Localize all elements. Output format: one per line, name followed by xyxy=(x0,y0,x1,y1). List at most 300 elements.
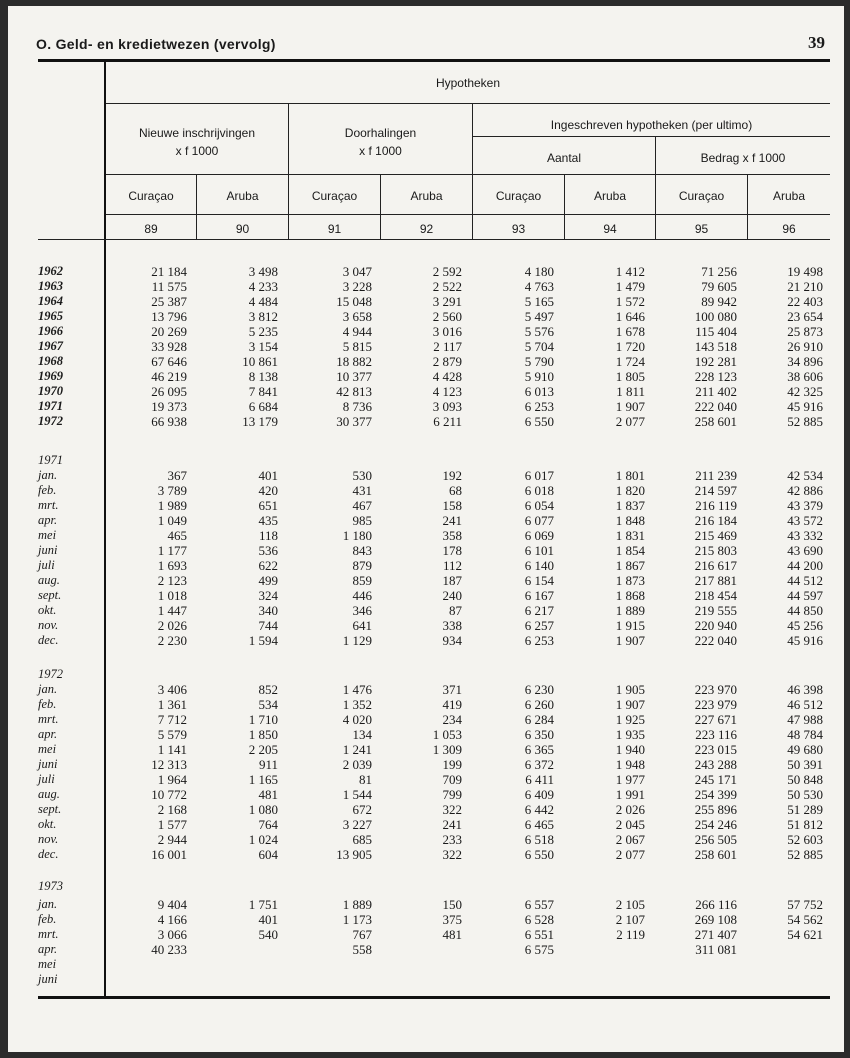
table-cell: 234 xyxy=(442,712,462,727)
table-cell: 420 xyxy=(258,483,278,498)
table-cell: 6 069 xyxy=(524,528,554,543)
table-cell: 42 813 xyxy=(336,384,372,399)
table-cell: 2 879 xyxy=(432,354,462,369)
row-label: 1962 xyxy=(38,264,63,278)
header-aantal: Aantal xyxy=(546,151,582,165)
column-93 xyxy=(468,264,554,429)
table-cell: 530 xyxy=(352,468,372,483)
row-label: mrt. xyxy=(38,498,59,512)
table-cell: 23 654 xyxy=(787,309,823,324)
year-labels xyxy=(38,264,98,429)
table-cell: 50 391 xyxy=(787,757,823,772)
table-cell: 6 217 xyxy=(524,603,554,618)
column-90-1972 xyxy=(192,682,278,862)
col-number: 93 xyxy=(511,222,526,236)
table-cell: 15 048 xyxy=(336,294,372,309)
table-cell: 1 751 xyxy=(248,897,278,912)
table-cell: 1 476 xyxy=(342,682,372,697)
table-cell: 47 988 xyxy=(787,712,823,727)
table-cell xyxy=(192,972,278,987)
table-cell: 216 119 xyxy=(695,498,737,513)
table-cell: 45 256 xyxy=(787,618,823,633)
table-cell: 223 116 xyxy=(695,727,737,742)
table-cell: 1 577 xyxy=(157,817,187,832)
table-cell: 52 603 xyxy=(787,832,823,847)
table-cell: 1 820 xyxy=(615,483,645,498)
table-cell: 1 141 xyxy=(157,742,187,757)
table-cell: 26 095 xyxy=(151,384,187,399)
table-cell: 911 xyxy=(258,757,278,772)
row-label: mrt. xyxy=(38,712,59,726)
subheader-aruba: Aruba xyxy=(772,189,806,203)
row-label: mei xyxy=(38,957,57,971)
table-cell: 401 xyxy=(258,468,278,483)
table-cell: 34 896 xyxy=(787,354,823,369)
table-cell: 43 379 xyxy=(787,498,823,513)
table-cell: 322 xyxy=(442,802,462,817)
table-cell xyxy=(737,942,823,957)
row-label: mei xyxy=(38,742,57,756)
table-cell xyxy=(286,972,372,987)
table-cell: 1 801 xyxy=(615,468,645,483)
table-cell: 2 944 xyxy=(157,832,187,847)
table-cell: 81 xyxy=(359,772,372,787)
table-cell: 1 805 xyxy=(615,369,645,384)
table-cell: 6 550 xyxy=(524,847,554,862)
table-cell: 256 505 xyxy=(694,832,737,847)
row-label: apr. xyxy=(38,727,58,741)
table-cell: 6 575 xyxy=(524,942,554,957)
row-label: juni xyxy=(38,543,58,557)
column-91-1971 xyxy=(286,468,372,648)
table-cell: 481 xyxy=(442,927,462,942)
table-cell: 243 288 xyxy=(694,757,737,772)
bottom-rule xyxy=(38,996,830,999)
table-cell: 44 850 xyxy=(787,603,823,618)
table-cell: 1 907 xyxy=(615,697,645,712)
table-cell: 767 xyxy=(352,927,372,942)
table-cell: 1 889 xyxy=(615,603,645,618)
table-cell: 227 671 xyxy=(694,712,737,727)
table-cell: 6 140 xyxy=(524,558,554,573)
table-cell: 6 211 xyxy=(433,414,462,429)
table-cell: 6 465 xyxy=(524,817,554,832)
row-label: 1965 xyxy=(38,309,63,323)
table-cell: 143 518 xyxy=(694,339,737,354)
table-cell: 57 752 xyxy=(787,897,823,912)
column-95-1972 xyxy=(651,682,737,862)
table-cell: 8 138 xyxy=(248,369,278,384)
table-cell: 26 910 xyxy=(787,339,823,354)
column-93-1973 xyxy=(468,897,554,987)
table-cell: 222 040 xyxy=(694,399,737,414)
table-cell: 1 447 xyxy=(157,603,187,618)
table-cell: 1 831 xyxy=(615,528,645,543)
table-cell: 764 xyxy=(258,817,278,832)
table-cell: 5 790 xyxy=(524,354,554,369)
subheader-curacao: Curaçao xyxy=(128,189,174,203)
table-cell: 21 184 xyxy=(151,264,187,279)
table-cell: 52 885 xyxy=(787,847,823,862)
table-cell: 2 119 xyxy=(616,927,645,942)
table-cell: 419 xyxy=(442,697,462,712)
table-cell xyxy=(651,957,737,972)
row-label: okt. xyxy=(38,817,57,831)
table-cell: 6 167 xyxy=(524,588,554,603)
subheader-curacao: Curaçao xyxy=(311,189,358,203)
table-cell: 199 xyxy=(442,757,462,772)
column-89-1972 xyxy=(101,682,187,862)
table-cell: 2 045 xyxy=(615,817,645,832)
table-cell: 258 601 xyxy=(694,414,737,429)
column-96-1971 xyxy=(737,468,823,648)
column-89-1971 xyxy=(101,468,187,648)
row-label: 1969 xyxy=(38,369,63,383)
table-cell: 50 848 xyxy=(787,772,823,787)
column-91-1973 xyxy=(286,897,372,987)
table-cell: 2 077 xyxy=(615,847,645,862)
table-cell: 25 387 xyxy=(151,294,187,309)
column-92-1972 xyxy=(376,682,462,862)
table-cell: 187 xyxy=(442,573,462,588)
table-cell: 241 xyxy=(442,513,462,528)
table-cell: 19 373 xyxy=(151,399,187,414)
table-cell: 375 xyxy=(442,912,462,927)
table-cell: 744 xyxy=(258,618,278,633)
table-cell: 2 205 xyxy=(248,742,278,757)
table-cell: 1 991 xyxy=(615,787,645,802)
table-cell: 46 398 xyxy=(787,682,823,697)
col-number: 90 xyxy=(235,222,250,236)
table-cell xyxy=(376,957,462,972)
table-cell: 5 579 xyxy=(157,727,187,742)
row-label: jan. xyxy=(38,897,58,911)
column-90-1971 xyxy=(192,468,278,648)
table-cell: 100 080 xyxy=(694,309,737,324)
table-cell: 879 xyxy=(352,558,372,573)
table-cell: 1 479 xyxy=(615,279,645,294)
table-cell: 233 xyxy=(442,832,462,847)
table-cell: 3 093 xyxy=(432,399,462,414)
column-94 xyxy=(559,264,645,429)
table-cell: 68 xyxy=(449,483,462,498)
table-cell: 6 253 xyxy=(524,633,554,648)
table-cell: 3 498 xyxy=(248,264,278,279)
table-cell: 622 xyxy=(258,558,278,573)
table-cell xyxy=(559,972,645,987)
table-cell xyxy=(468,972,554,987)
col-number: 89 xyxy=(144,222,158,236)
table-cell: 254 246 xyxy=(694,817,737,832)
row-label: 1964 xyxy=(38,294,63,308)
row-label: feb. xyxy=(38,912,57,926)
table-cell: 20 269 xyxy=(151,324,187,339)
table-cell xyxy=(101,972,187,987)
table-cell: 6 013 xyxy=(524,384,554,399)
row-label: 1970 xyxy=(38,384,63,398)
table-cell: 6 101 xyxy=(524,543,554,558)
column-89 xyxy=(101,264,187,429)
subheader-aruba: Aruba xyxy=(410,189,443,203)
col-number: 92 xyxy=(419,222,434,236)
table-cell: 150 xyxy=(442,897,462,912)
table-cell: 1 850 xyxy=(248,727,278,742)
header-ingeschreven: Ingeschreven hypotheken (per ultimo) xyxy=(550,118,753,132)
table-cell: 3 066 xyxy=(157,927,187,942)
table-cell: 2 168 xyxy=(157,802,187,817)
table-cell: 1 129 xyxy=(342,633,372,648)
month-labels-1972 xyxy=(38,682,98,862)
table-cell: 89 942 xyxy=(701,294,737,309)
table-cell: 371 xyxy=(442,682,462,697)
table-cell: 985 xyxy=(352,513,372,528)
table-cell: 6 528 xyxy=(524,912,554,927)
table-cell: 13 796 xyxy=(151,309,187,324)
table-cell: 241 xyxy=(442,817,462,832)
header-doorhalingen: Doorhalingen xyxy=(344,126,417,140)
table-cell: 30 377 xyxy=(336,414,372,429)
table-cell: 6 260 xyxy=(524,697,554,712)
table-cell: 118 xyxy=(258,528,278,543)
table-cell xyxy=(651,972,737,987)
table-cell: 465 xyxy=(167,528,187,543)
table-cell: 44 512 xyxy=(787,573,823,588)
table-cell: 843 xyxy=(352,543,372,558)
table-cell: 3 789 xyxy=(157,483,187,498)
table-cell: 6 350 xyxy=(524,727,554,742)
table-cell: 222 040 xyxy=(694,633,737,648)
column-90 xyxy=(192,264,278,429)
row-label: dec. xyxy=(38,847,59,861)
table-cell: 1 867 xyxy=(615,558,645,573)
table-cell: 5 497 xyxy=(524,309,554,324)
table-cell: 25 873 xyxy=(787,324,823,339)
table-cell: 192 281 xyxy=(694,354,737,369)
column-95-1971 xyxy=(651,468,737,648)
table-cell: 51 812 xyxy=(787,817,823,832)
header-bedrag: Bedrag x f 1000 xyxy=(700,151,786,165)
table-cell: 13 179 xyxy=(242,414,278,429)
table-cell: 7 841 xyxy=(248,384,278,399)
table-cell: 43 572 xyxy=(787,513,823,528)
column-93-1972 xyxy=(468,682,554,862)
row-label: aug. xyxy=(38,787,60,801)
column-92 xyxy=(376,264,462,429)
table-cell: 6 550 xyxy=(524,414,554,429)
column-95 xyxy=(651,264,737,429)
table-cell: 1 572 xyxy=(615,294,645,309)
table-cell: 19 498 xyxy=(787,264,823,279)
table-cell: 1 720 xyxy=(615,339,645,354)
table-cell: 46 512 xyxy=(787,697,823,712)
row-label: okt. xyxy=(38,603,57,617)
table-cell: 367 xyxy=(167,468,187,483)
table-cell: 33 928 xyxy=(151,339,187,354)
row-label: nov. xyxy=(38,832,59,846)
table-cell xyxy=(286,957,372,972)
table-cell: 799 xyxy=(442,787,462,802)
table-cell: 2 230 xyxy=(157,633,187,648)
column-89-1973 xyxy=(101,897,187,987)
table-cell: 71 256 xyxy=(701,264,737,279)
table-cell: 115 404 xyxy=(695,324,737,339)
table-cell: 2 067 xyxy=(615,832,645,847)
table-cell: 934 xyxy=(442,633,462,648)
row-label: jan. xyxy=(38,682,58,696)
table-cell: 2 039 xyxy=(342,757,372,772)
table-cell: 1 940 xyxy=(615,742,645,757)
table-cell: 214 597 xyxy=(694,483,737,498)
table-cell: 42 886 xyxy=(787,483,823,498)
table-cell: 536 xyxy=(258,543,278,558)
table-cell: 21 210 xyxy=(787,279,823,294)
table-cell: 50 530 xyxy=(787,787,823,802)
table-cell xyxy=(737,972,823,987)
table-cell: 87 xyxy=(449,603,462,618)
table-cell: 1 173 xyxy=(342,912,372,927)
table-cell: 6 557 xyxy=(524,897,554,912)
table-cell: 1 309 xyxy=(432,742,462,757)
table-cell: 1 854 xyxy=(615,543,645,558)
table-cell: 1 693 xyxy=(157,558,187,573)
table-cell: 22 403 xyxy=(787,294,823,309)
table-cell: 6 054 xyxy=(524,498,554,513)
table-cell: 358 xyxy=(442,528,462,543)
table-cell: 218 454 xyxy=(694,588,737,603)
table-cell: 1 977 xyxy=(615,772,645,787)
row-label: nov. xyxy=(38,618,59,632)
table-cell: 322 xyxy=(442,847,462,862)
table-cell: 9 404 xyxy=(157,897,187,912)
table-cell: 2 117 xyxy=(433,339,462,354)
table-cell: 401 xyxy=(258,912,278,927)
row-label: 1968 xyxy=(38,354,63,368)
table-cell: 1 925 xyxy=(615,712,645,727)
table-cell xyxy=(559,957,645,972)
table-cell: 431 xyxy=(352,483,372,498)
table-cell: 1 412 xyxy=(615,264,645,279)
table-cell: 2 123 xyxy=(157,573,187,588)
table-cell: 13 905 xyxy=(336,847,372,862)
table-cell: 178 xyxy=(442,543,462,558)
table-cell: 3 812 xyxy=(248,309,278,324)
table-cell: 1 848 xyxy=(615,513,645,528)
row-label: feb. xyxy=(38,697,57,711)
table-cell: 1 352 xyxy=(342,697,372,712)
column-92-1971 xyxy=(376,468,462,648)
document-page xyxy=(8,6,844,1052)
table-cell: 338 xyxy=(442,618,462,633)
column-93-1971 xyxy=(468,468,554,648)
table-cell: 42 534 xyxy=(787,468,823,483)
table-cell: 4 233 xyxy=(248,279,278,294)
table-cell: 1 053 xyxy=(432,727,462,742)
table-cell xyxy=(559,942,645,957)
table-cell: 1 837 xyxy=(615,498,645,513)
header-doorhalingen-unit: x f 1000 xyxy=(359,144,402,158)
table-cell: 1 868 xyxy=(615,588,645,603)
table-cell: 6 284 xyxy=(524,712,554,727)
table-cell xyxy=(737,957,823,972)
subheader-aruba: Aruba xyxy=(226,189,259,203)
table-cell: 3 016 xyxy=(432,324,462,339)
table-cell: 311 081 xyxy=(695,942,737,957)
table-cell: 254 399 xyxy=(694,787,737,802)
column-91 xyxy=(286,264,372,429)
table-cell: 651 xyxy=(258,498,278,513)
table-cell: 1 710 xyxy=(248,712,278,727)
table-cell: 12 313 xyxy=(151,757,187,772)
table-cell: 40 233 xyxy=(151,942,187,957)
table-cell: 8 736 xyxy=(342,399,372,414)
table-cell: 16 001 xyxy=(151,847,187,862)
table-cell: 6 684 xyxy=(248,399,278,414)
table-cell: 44 597 xyxy=(787,588,823,603)
table-cell: 481 xyxy=(258,787,278,802)
table-cell: 3 154 xyxy=(248,339,278,354)
row-label: 1963 xyxy=(38,279,63,293)
table-cell: 859 xyxy=(352,573,372,588)
table-cell: 1 905 xyxy=(615,682,645,697)
section-title: O. Geld- en kredietwezen (vervolg) xyxy=(36,36,276,52)
row-label: 1967 xyxy=(38,339,63,353)
table-cell: 2 560 xyxy=(432,309,462,324)
table-cell: 6 154 xyxy=(524,573,554,588)
table-cell: 211 402 xyxy=(695,384,737,399)
table-cell: 38 606 xyxy=(787,369,823,384)
table-cell: 2 026 xyxy=(157,618,187,633)
column-94-1971 xyxy=(559,468,645,648)
table-cell: 1 361 xyxy=(157,697,187,712)
table-cell: 6 257 xyxy=(524,618,554,633)
table-cell: 5 815 xyxy=(342,339,372,354)
table-cell: 45 916 xyxy=(787,399,823,414)
table-cell: 1 935 xyxy=(615,727,645,742)
table-cell: 1 594 xyxy=(248,633,278,648)
col-number: 94 xyxy=(603,222,617,236)
table-cell: 44 200 xyxy=(787,558,823,573)
table-cell: 1 180 xyxy=(342,528,372,543)
table-cell: 1 907 xyxy=(615,633,645,648)
table-cell: 3 406 xyxy=(157,682,187,697)
table-cell: 220 940 xyxy=(694,618,737,633)
column-94-1973 xyxy=(559,897,645,987)
header-nieuwe-inschrijvingen: Nieuwe inschrijvingen xyxy=(138,126,256,140)
table-cell: 211 239 xyxy=(695,468,737,483)
table-cell: 45 916 xyxy=(787,633,823,648)
table-cell: 5 235 xyxy=(248,324,278,339)
table-cell: 11 575 xyxy=(151,279,187,294)
table-cell: 5 704 xyxy=(524,339,554,354)
table-cell: 324 xyxy=(258,588,278,603)
year-heading-1972: 1972 xyxy=(38,667,63,681)
table-cell: 499 xyxy=(258,573,278,588)
column-95-1973 xyxy=(651,897,737,987)
table-cell: 6 017 xyxy=(524,468,554,483)
table-cell: 558 xyxy=(352,942,372,957)
row-label: juni xyxy=(38,757,58,771)
table-cell: 10 772 xyxy=(151,787,187,802)
table-cell: 1 165 xyxy=(248,772,278,787)
table-cell: 1 889 xyxy=(342,897,372,912)
table-cell: 3 227 xyxy=(342,817,372,832)
table-cell: 435 xyxy=(258,513,278,528)
column-92-1973 xyxy=(376,897,462,987)
table-cell: 67 646 xyxy=(151,354,187,369)
table-cell: 4 123 xyxy=(432,384,462,399)
table-cell: 685 xyxy=(352,832,372,847)
table-cell: 6 018 xyxy=(524,483,554,498)
